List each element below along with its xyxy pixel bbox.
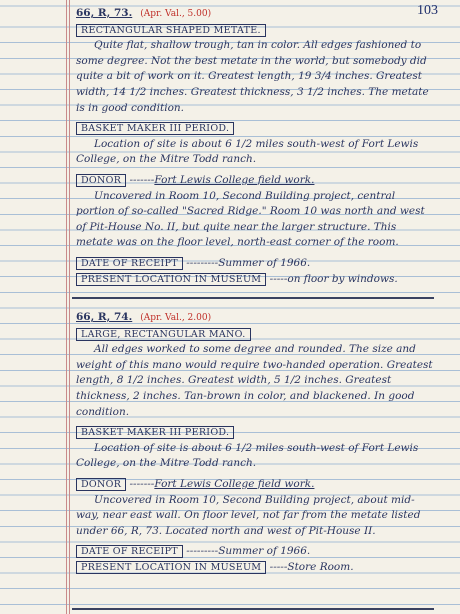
present-location-line: PRESENT LOCATION IN MUSEUM -----on floor by windows.	[76, 272, 434, 288]
page-number: 103	[417, 3, 438, 18]
uncovered-details: Uncovered in Room 10, Second Building project, central portion of so-called "Sacred Ridge." Room 10 was north and west of Pit-House No. II, but quite near the larger structure. This metate was on the floor level, north-east corner of the room.	[76, 189, 425, 249]
donor-line: DONOR -------Fort Lewis College field work.	[76, 477, 434, 493]
catalog-number: 66, R, 73.	[76, 7, 133, 19]
catalog-number: 66, R, 74.	[76, 311, 133, 323]
period: BASKET MAKER III PERIOD.	[76, 122, 234, 135]
date-line: DATE OF RECEIPT ---------Summer of 1966.	[76, 544, 434, 560]
object-title: RECTANGULAR SHAPED METATE.	[76, 24, 266, 37]
donor-label: DONOR	[76, 478, 126, 491]
period: BASKET MAKER III PERIOD.	[76, 426, 234, 439]
catalog-entry	[76, 310, 434, 576]
entry-divider	[72, 608, 434, 610]
uncovered-details: Uncovered in Room 10, Second Building project, about mid-way, near east wall. On floor level, not far from the metate listed under 66, R, 73. Located north and west of Pit-House II.	[76, 493, 421, 537]
date-label: DATE OF RECEIPT	[76, 545, 183, 558]
donor-value: Fort Lewis College field work.	[154, 173, 315, 186]
object-description: All edges worked to some degree and rounded. The size and weight of this mano would require two-handed operation. Greatest length, 8 1/2 inches. Greatest width, 5 1/2 inches. Greatest thickness, 2 inches. Tan-brown in color, and blackened. In good condition.	[76, 343, 433, 418]
donor-value: Fort Lewis College field work.	[154, 477, 315, 490]
present-location-label: PRESENT LOCATION IN MUSEUM	[76, 561, 266, 574]
entry-header	[76, 310, 434, 327]
date-value: Summer of 1966.	[218, 256, 311, 269]
object-description: Quite flat, shallow trough, tan in color. All edges fashioned to some degree. Not the best metate in the world, but somebody did quite a bit of work on it. Greatest length, 19 3/4 inches. Greatest width, 14 1/2 inches. Greatest thickness, 3 1/2 inches. The metate is in good condition.	[76, 39, 429, 114]
object-title: LARGE, RECTANGULAR MANO.	[76, 328, 251, 341]
appraised-value: (Apr. Val., 5.00)	[140, 9, 212, 19]
present-location-value: on floor by windows.	[287, 272, 398, 285]
site-location: Location of site is about 6 1/2 miles south-west of Fort Lewis College, on the Mitre Todd ranch.	[76, 441, 419, 470]
date-label: DATE OF RECEIPT	[76, 257, 183, 270]
date-line: DATE OF RECEIPT ---------Summer of 1966.	[76, 256, 434, 272]
site-location: Location of site is about 6 1/2 miles south-west of Fort Lewis College, on the Mitre Todd ranch.	[76, 137, 419, 166]
donor-label: DONOR	[76, 174, 126, 187]
entry-divider	[72, 297, 434, 299]
appraised-value: (Apr. Val., 2.00)	[140, 313, 212, 323]
catalog-entry	[76, 6, 434, 287]
entry-header	[76, 6, 434, 23]
margin-line	[69, 0, 70, 614]
present-location-value: Store Room.	[287, 560, 354, 573]
donor-line: DONOR -------Fort Lewis College field work.	[76, 173, 434, 189]
margin-line	[66, 0, 67, 614]
present-location-label: PRESENT LOCATION IN MUSEUM	[76, 273, 266, 286]
present-location-line: PRESENT LOCATION IN MUSEUM -----Store Room.	[76, 560, 434, 576]
date-value: Summer of 1966.	[218, 545, 311, 558]
